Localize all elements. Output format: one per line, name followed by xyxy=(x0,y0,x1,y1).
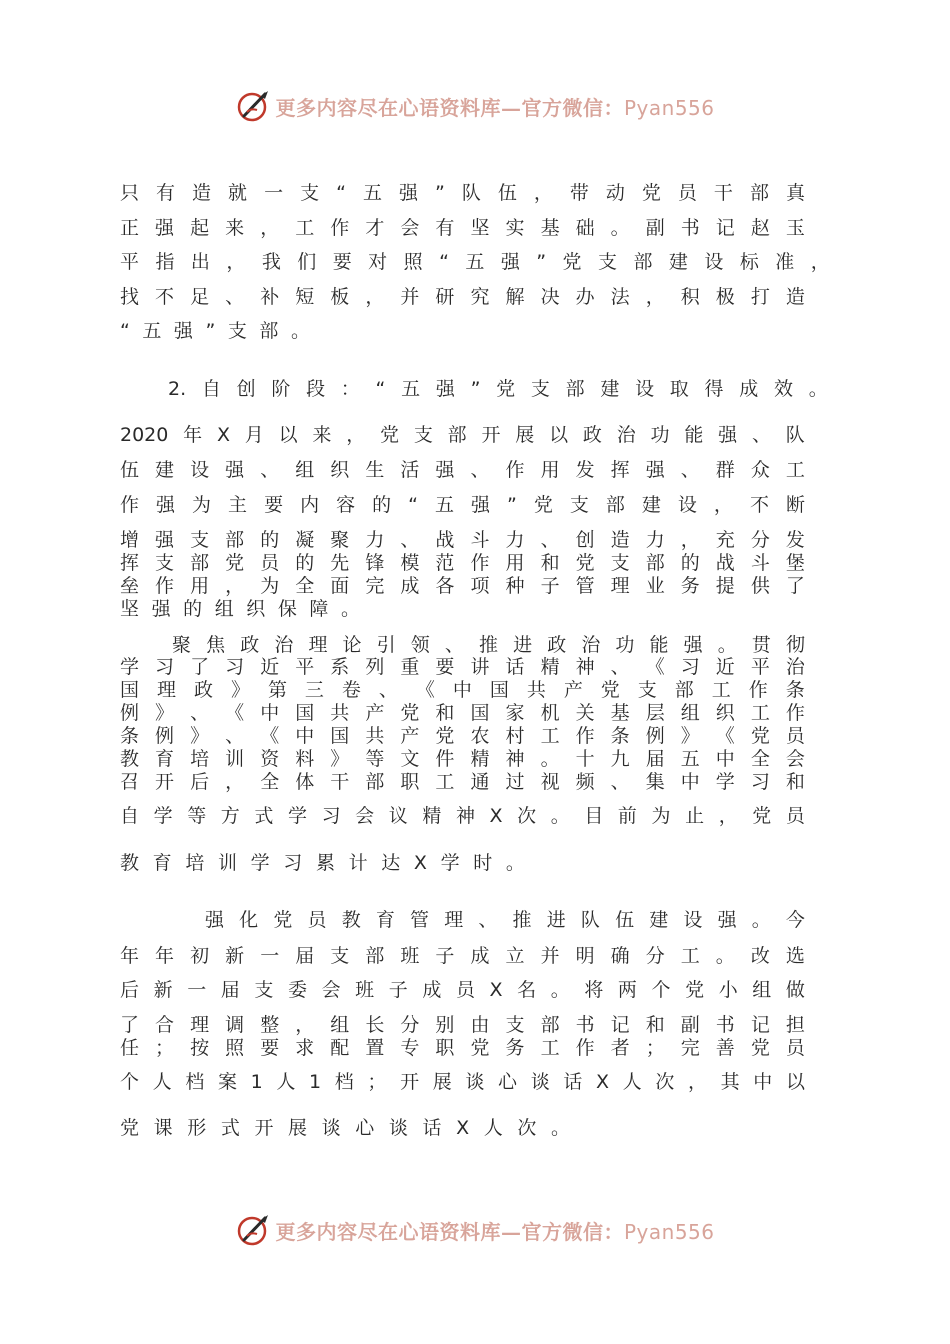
footer-watermark xyxy=(0,1208,950,1252)
header-watermark xyxy=(0,84,950,128)
wechat-id: Pyan556 xyxy=(623,1219,715,1244)
text-line: 正 强 起 来 ， 工 作 才 会 有 坚 实 基 础 。 副 书 记 赵 玉 xyxy=(120,217,805,239)
text-line: 后 新 一 届 支 委 会 班 子 成 员 X 名 。 将 两 个 党 小 组 做 xyxy=(120,979,805,1001)
text-line: 找 不 足 、 补 短 板 ， 并 研 究 解 决 办 法 ， 积 极 打 造 xyxy=(120,286,805,308)
text-line: 强 化 党 员 教 育 管 理 、 推 进 队 伍 建 设 强 。 今 xyxy=(205,909,805,931)
quill-seal-icon xyxy=(235,88,271,124)
wechat-id: Pyan556 xyxy=(623,95,715,120)
text-line: 例 》 、 《 中 国 共 产 党 和 国 家 机 关 基 层 组 织 工 作 xyxy=(120,702,805,724)
text-line: 个 人 档 案 1 人 1 档 ； 开 展 谈 心 谈 话 X 人 次 ， 其 中 以 xyxy=(120,1071,805,1093)
text-line: 教 育 培 训 资 料 》 等 文 件 精 神 。 十 九 届 五 中 全 会 xyxy=(120,748,805,770)
text-line: 召 开 后 ， 全 体 干 部 职 工 通 过 视 频 、 集 中 学 习 和 xyxy=(120,771,805,793)
text-line: 国 理 政 》 第 三 卷 、 《 中 国 共 产 党 支 部 工 作 条 xyxy=(120,679,805,701)
text-line: 学 习 了 习 近 平 系 列 重 要 讲 话 精 神 、 《 习 近 平 治 xyxy=(120,656,805,678)
text-line: 任 ； 按 照 要 求 配 置 专 职 党 务 工 作 者 ； 完 善 党 员 xyxy=(120,1037,805,1059)
text-line: 条 例 》 、 《 中 国 共 产 党 农 村 工 作 条 例 》 《 党 员 xyxy=(120,725,805,747)
text-line: 教 育 培 训 学 习 累 计 达 X 学 时 。 xyxy=(120,852,525,874)
text-line: 2020 年 X 月 以 来 ， 党 支 部 开 展 以 政 治 功 能 强 、 队 xyxy=(120,424,805,446)
watermark-text: 更多内容尽在心语资料库—官方微信：Pyan556 xyxy=(275,95,715,120)
text-line: 只 有 造 就 一 支 “ 五 强 ” 队 伍 ， 带 动 党 员 干 部 真 xyxy=(120,182,805,204)
text-line: 自 学 等 方 式 学 习 会 议 精 神 X 次 。 目 前 为 止 ， 党 员 xyxy=(120,805,805,827)
text-line: 垒 作 用 ， 为 全 面 完 成 各 项 种 子 管 理 业 务 提 供 了 xyxy=(120,575,805,597)
text-line: 聚 焦 政 治 理 论 引 领 、 推 进 政 治 功 能 强 。 贯 彻 xyxy=(172,634,805,656)
text-line: 了 合 理 调 整 ， 组 长 分 别 由 支 部 书 记 和 副 书 记 担 xyxy=(120,1014,805,1036)
text-line: 坚 强 的 组 织 保 障 。 xyxy=(120,598,360,620)
text-line: 2. 自 创 阶 段 ： “ 五 强 ” 党 支 部 建 设 取 得 成 效 。 xyxy=(168,378,828,400)
text-line: 年 年 初 新 一 届 支 部 班 子 成 立 并 明 确 分 工 。 改 选 xyxy=(120,945,805,967)
text-line: 增 强 支 部 的 凝 聚 力 、 战 斗 力 、 创 造 力 ， 充 分 发 xyxy=(120,529,805,551)
text-line: 作 强 为 主 要 内 容 的 “ 五 强 ” 党 支 部 建 设 ， 不 断 xyxy=(120,494,805,516)
text-line: 挥 支 部 党 员 的 先 锋 模 范 作 用 和 党 支 部 的 战 斗 堡 xyxy=(120,552,805,574)
text-line: 党 课 形 式 开 展 谈 心 谈 话 X 人 次 。 xyxy=(120,1117,570,1139)
text-line: “ 五 强 ” 支 部 。 xyxy=(120,320,310,342)
quill-seal-icon xyxy=(235,1212,271,1248)
watermark-text: 更多内容尽在心语资料库—官方微信：Pyan556 xyxy=(275,1219,715,1244)
text-line: 平 指 出 ， 我 们 要 对 照 “ 五 强 ” 党 支 部 建 设 标 准 ， xyxy=(120,251,830,273)
text-line: 伍 建 设 强 、 组 织 生 活 强 、 作 用 发 挥 强 、 群 众 工 xyxy=(120,459,805,481)
